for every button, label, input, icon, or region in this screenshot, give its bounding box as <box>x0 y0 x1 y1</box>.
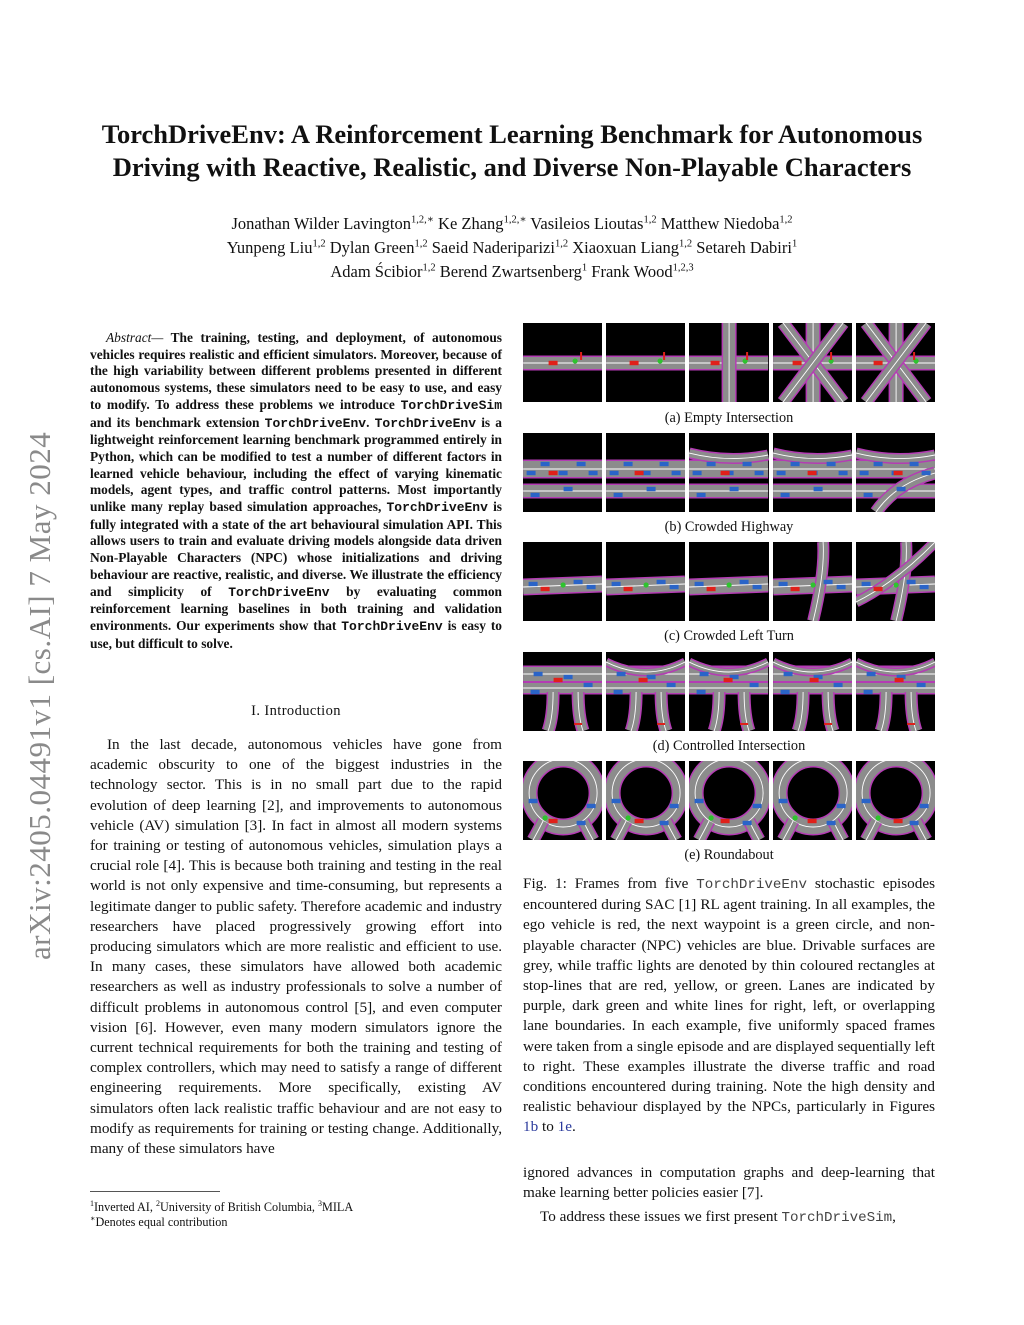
npc-vehicle <box>778 799 787 803</box>
npc-vehicle <box>755 471 764 475</box>
waypoint-marker <box>709 815 714 820</box>
npc-vehicle <box>776 471 785 475</box>
npc-vehicle <box>564 675 573 679</box>
npc-vehicle <box>647 487 656 491</box>
simulation-frame <box>856 542 935 621</box>
npc-vehicle <box>577 821 586 825</box>
npc-vehicle <box>861 799 870 803</box>
npc-vehicle <box>740 580 749 584</box>
ego-vehicle <box>724 678 733 682</box>
npc-vehicle <box>919 585 928 589</box>
footnote-divider <box>90 1191 220 1192</box>
npc-vehicle <box>529 582 538 586</box>
ego-vehicle <box>630 361 639 365</box>
npc-vehicle <box>909 821 918 825</box>
npc-vehicle <box>614 493 623 497</box>
npc-vehicle <box>667 683 676 687</box>
npc-vehicle <box>541 462 550 466</box>
npc-vehicle <box>589 471 598 475</box>
figure-strip-roundabout <box>523 761 935 840</box>
footnote-affiliations: $^1$Inverted AI, $^2$University of British Columbia, $^3$MILA <box>90 1199 354 1215</box>
ego-vehicle <box>639 678 648 682</box>
ego-vehicle <box>721 471 730 475</box>
npc-vehicle <box>866 672 875 676</box>
ego-vehicle <box>721 819 730 823</box>
npc-vehicle <box>833 683 842 687</box>
waypoint-marker <box>626 815 631 820</box>
author: Jonathan Wilder Lavington$^{1,2,∗}$ <box>231 213 434 233</box>
paragraph: ignored advances in computation graphs and deep-learning that make learning better policies easier [7]. <box>523 1164 935 1202</box>
npc-vehicle <box>826 821 835 825</box>
npc-vehicle <box>753 804 762 808</box>
ego-vehicle <box>554 678 563 682</box>
simulation-frame <box>606 761 685 840</box>
npc-vehicle <box>660 462 669 466</box>
author: Saeid Naderiparizi$^{1,2}$ <box>431 237 569 257</box>
author: Matthew Niedoba$^{1,2}$ <box>660 213 793 233</box>
simulation-frame <box>856 761 935 840</box>
simulation-frame <box>773 433 852 512</box>
npc-vehicle <box>670 585 679 589</box>
npc-vehicle <box>859 471 868 475</box>
ego-vehicle <box>893 819 902 823</box>
npc-vehicle <box>587 804 596 808</box>
subcaption-a: (a) Empty Intersection <box>664 410 794 426</box>
ego-vehicle <box>549 819 558 823</box>
npc-vehicle <box>743 821 752 825</box>
simulation-frame <box>689 652 768 731</box>
figure-strip-empty-intersection <box>523 323 935 402</box>
ego-vehicle <box>894 678 903 682</box>
figure-strip-controlled-intersection <box>523 652 935 731</box>
figure-ref-1b[interactable]: 1b <box>523 1118 539 1136</box>
npc-vehicle <box>790 462 799 466</box>
author: Yunpeng Liu$^{1,2}$ <box>226 237 326 257</box>
waypoint-marker <box>658 358 663 363</box>
figure-ref-1e[interactable]: 1e <box>557 1118 572 1136</box>
author: Frank Wood$^{1,2,3}$ <box>591 261 694 281</box>
subcaption-c: (c) Crowded Left Turn <box>664 628 794 644</box>
subcaption-d: (d) Controlled Intersection <box>652 738 806 754</box>
npc-vehicle <box>660 821 669 825</box>
npc-vehicle <box>534 672 543 676</box>
abstract: Abstract— The training, testing, and deployment, of autonomous vehicles requires realistic and efficient simulators. Moreover, because of the high variability between different problems presented in different autonomous systems, these simulators need to be easy to use, and easy to modify. To address these problems we introduce TorchDriveSim and its benchmark extension TorchDriveEnv. TorchDriveEnv is a lightweight reinforcement learning benchmark programmed entirely in Python, which can be modified to test a number of different factors in learned vehicle behaviour, including the effect of varying kinematic models, agent types, and traffic control patterns. Most importantly unlike many replay based simulation approaches, TorchDriveEnv is fully integrated with a state of the art behavioural simulation API. This allows users to train and evaluate driving models alongside data driven Non-Playable Characters (NPC) whose initializations and driving behaviour are reactive, realistic, and diverse. We illustrate the efficiency and simplicity of TorchDriveEnv by evaluating common reinforcement learning baselines in both training and validation environments. Our experiments show that TorchDriveEnv is easy to use, but difficult to solve. <box>90 330 502 651</box>
npc-vehicle <box>574 580 583 584</box>
npc-vehicle <box>873 462 882 466</box>
npc-vehicle <box>529 799 538 803</box>
npc-vehicle <box>697 690 706 694</box>
abstract-label: Abstract <box>106 330 152 345</box>
npc-vehicle <box>577 462 586 466</box>
npc-vehicle <box>750 683 759 687</box>
simulation-frame <box>773 542 852 621</box>
npc-vehicle <box>612 582 621 586</box>
simulation-frame <box>689 323 768 402</box>
simulation-frame <box>523 652 602 731</box>
npc-vehicle <box>697 493 706 497</box>
waypoint-marker <box>810 582 815 587</box>
subcaption-e: (e) Roundabout <box>684 847 774 863</box>
npc-vehicle <box>826 462 835 466</box>
simulation-frame <box>773 323 852 402</box>
author: Vasileios Lioutas$^{1,2}$ <box>530 213 657 233</box>
npc-vehicle <box>624 462 633 466</box>
author: Xiaoxuan Liang$^{1,2}$ <box>572 237 693 257</box>
npc-vehicle <box>783 672 792 676</box>
npc-vehicle <box>559 471 568 475</box>
simulation-frame <box>856 433 935 512</box>
npc-vehicle <box>695 799 704 803</box>
waypoint-marker <box>572 358 577 363</box>
npc-vehicle <box>753 585 762 589</box>
waypoint-marker <box>644 582 649 587</box>
npc-vehicle <box>861 582 870 586</box>
npc-vehicle <box>863 493 872 497</box>
waypoint-marker <box>792 815 797 820</box>
npc-vehicle <box>531 493 540 497</box>
simulation-frame <box>606 323 685 402</box>
simulation-frame <box>523 433 602 512</box>
simulation-frame <box>773 761 852 840</box>
npc-vehicle <box>813 487 822 491</box>
npc-vehicle <box>780 690 789 694</box>
npc-vehicle <box>906 580 915 584</box>
npc-vehicle <box>909 462 918 466</box>
npc-vehicle <box>778 582 787 586</box>
ego-vehicle <box>792 361 801 365</box>
npc-vehicle <box>617 672 626 676</box>
npc-vehicle <box>531 690 540 694</box>
simulation-frame <box>523 323 602 402</box>
npc-vehicle <box>730 487 739 491</box>
ego-vehicle <box>635 471 644 475</box>
simulation-frame <box>773 652 852 731</box>
author: Berend Zwartsenberg$^1$ <box>439 261 588 281</box>
paragraph: To address these issues we first present TorchDriveSim, <box>540 1208 896 1227</box>
npc-vehicle <box>672 471 681 475</box>
arxiv-stamp: arXiv:2405.04491v1 [cs.AI] 7 May 2024 <box>22 431 57 960</box>
ego-vehicle <box>635 819 644 823</box>
simulation-frame <box>606 542 685 621</box>
simulation-frame <box>856 652 935 731</box>
npc-vehicle <box>614 690 623 694</box>
abstract-text: The training, testing, and deployment, of autonomous vehicles requires realistic and efficient simulators. Moreover, because of the high variability between different problems presented in different autonomous systems, these simulators need to be easy to use, and easy to modify. To address these problems we introduce TorchDriveSim and its benchmark extension TorchDriveEnv. TorchDriveEnv is a lightweight reinforcement learning benchmark programmed entirely in Python, which can be modified to test a number of different factors in learned vehicle behaviour, including the effect of varying kinematic models, agent types, and traffic control patterns. Most importantly unlike many replay based simulation approaches, TorchDriveEnv is fully integrated with a state of the art behavioural simulation API. This allows users to train and evaluate driving models alongside data driven Non-Playable Characters (NPC) whose initializations and driving behaviour are reactive, realistic, and diverse. We illustrate the efficiency and simplicity of TorchDriveEnv by evaluating common reinforcement learning baselines in both training and validation environments. Our experiments show that TorchDriveEnv is easy to use, but difficult to solve. <box>90 330 502 651</box>
simulation-frame <box>856 323 935 402</box>
section-heading-introduction: I. Introduction <box>251 703 341 719</box>
npc-vehicle <box>919 804 928 808</box>
simulation-frame <box>689 433 768 512</box>
ego-vehicle <box>809 678 818 682</box>
ego-vehicle <box>893 471 902 475</box>
paper-title: TorchDriveEnv: A Reinforcement Learning Benchmark for Autonomous Driving with Reactive, Realistic, and Diverse Non-Playable Characters <box>101 119 923 182</box>
npc-vehicle <box>836 804 845 808</box>
simulation-frame <box>689 761 768 840</box>
figure-caption: Fig. 1: Frames from five TorchDriveEnv stochastic episodes encountered during SAC [1] RL agent training. In all examples, the ego vehicle is red, the next waypoint is a green circle, and non-playable character (NPC) vehicles are blue. Drivable surfaces are grey, while traffic lights are denoted by thin coloured rectangles at stop-lines that are red, yellow, or green. Lanes are indicated by purple, dark green and white lines for right, left, or overlapping lane boundaries. In each example, five uniformly spaced frames were taken from a single episode and are displayed sequentially left to right. These examples illustrate the diverse traffic and road conditions encountered during training. Note the high density and realistic behaviour displayed by the NPCs, particularly in Figures 1b to 1e. <box>523 875 936 1136</box>
author: Dylan Green$^{1,2}$ <box>329 237 428 257</box>
npc-vehicle <box>587 585 596 589</box>
npc-vehicle <box>823 580 832 584</box>
npc-vehicle <box>695 582 704 586</box>
ego-vehicle <box>711 361 720 365</box>
npc-vehicle <box>612 799 621 803</box>
simulation-frame <box>606 652 685 731</box>
npc-vehicle <box>838 471 847 475</box>
npc-vehicle <box>584 683 593 687</box>
npc-vehicle <box>700 672 709 676</box>
npc-vehicle <box>896 487 905 491</box>
waypoint-marker <box>893 582 898 587</box>
npc-vehicle <box>916 683 925 687</box>
npc-vehicle <box>693 471 702 475</box>
npc-vehicle <box>564 487 573 491</box>
author: Adam Ścibior$^{1,2}$ <box>330 261 436 281</box>
npc-vehicle <box>921 471 930 475</box>
simulation-frame <box>689 542 768 621</box>
author: Ke Zhang$^{1,2,∗}$ <box>438 213 527 233</box>
footnote-equal-contribution: ∗Denotes equal contribution <box>90 1214 228 1230</box>
ego-vehicle <box>549 361 558 365</box>
subcaption-b: (b) Crowded Highway <box>664 519 794 535</box>
npc-vehicle <box>657 580 666 584</box>
ego-vehicle <box>549 471 558 475</box>
figure-strip-crowded-left-turn <box>523 542 935 621</box>
author-line-3 <box>60 256 964 284</box>
ego-vehicle <box>873 361 882 365</box>
right-column-body <box>523 1163 935 1229</box>
ego-vehicle <box>873 587 882 591</box>
npc-vehicle <box>780 493 789 497</box>
ego-vehicle <box>807 819 816 823</box>
simulation-frame <box>606 433 685 512</box>
ego-vehicle <box>541 587 550 591</box>
ego-vehicle <box>624 587 633 591</box>
npc-vehicle <box>670 804 679 808</box>
waypoint-marker <box>727 582 732 587</box>
ego-vehicle <box>790 587 799 591</box>
npc-vehicle <box>863 690 872 694</box>
figure-strip-crowded-highway <box>523 433 935 512</box>
npc-vehicle <box>527 471 536 475</box>
simulation-frame <box>523 542 602 621</box>
ego-vehicle <box>707 587 716 591</box>
waypoint-marker <box>560 582 565 587</box>
waypoint-marker <box>875 815 880 820</box>
ego-vehicle <box>807 471 816 475</box>
npc-vehicle <box>836 585 845 589</box>
npc-vehicle <box>647 675 656 679</box>
npc-vehicle <box>707 462 716 466</box>
npc-vehicle <box>610 471 619 475</box>
npc-vehicle <box>743 462 752 466</box>
simulation-frame <box>523 761 602 840</box>
waypoint-marker <box>542 815 547 820</box>
author: Setareh Dabiri$^1$ <box>696 237 798 257</box>
introduction-body: In the last decade, autonomous vehicles have gone from academic obscurity to one of the biggest industries in the technology sector. This is in no small part due to the rapid evolution of deep learning [2], and improvements to autonomous vehicle (AV) simulation [3]. In fact in almost all modern systems for training or testing of autonomous vehicles, simulation plays a crucial role [4]. This is because both training and testing in the real world is not only expensive and time-consuming, but represents a legitimate danger to public safety. Therefore academic and industry researchers have placed progressively growing effort into producing simulators which are more realistic and efficient to use. In many cases, these simulators have allowed both academic researchers as well as industry professionals to solve a number of difficult problems in autonomous control [5], and even computer vision [6]. However, even many modern simulators ignore the current technical requirements for both the training and testing of complex controllers, which may need to satisfy a range of different engineering requirements. More specifically, existing AV simulators often lack realistic traffic behaviour and are not easy to modify as requirements for training or testing change. Additionally, many of these simulators have <box>90 736 502 1158</box>
